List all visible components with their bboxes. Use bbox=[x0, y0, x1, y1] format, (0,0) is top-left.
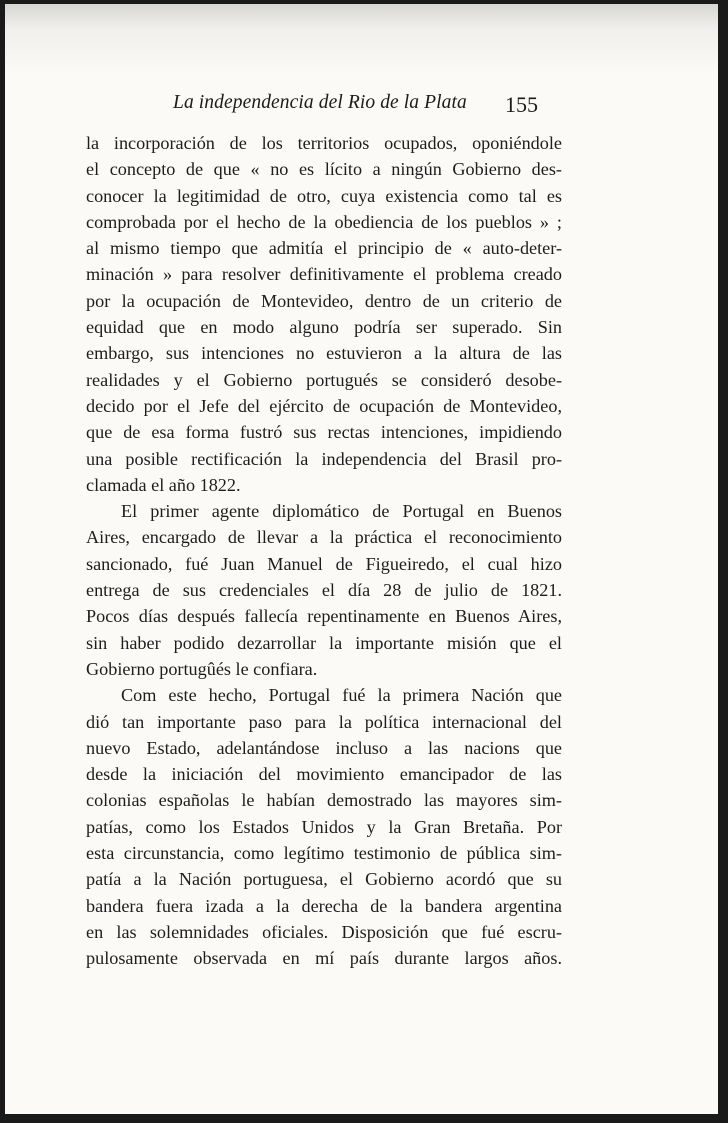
text-line: equidad que en modo alguno podría ser superado. Sin bbox=[86, 317, 562, 338]
text-line: una posible rectificación la independencia del Brasil pro- bbox=[86, 448, 562, 469]
text-line: colonias españolas le habían demostrado las mayores sim- bbox=[86, 790, 562, 811]
text-line: desde la iniciación del movimiento emancipador de las bbox=[86, 764, 562, 785]
text-line: decido por el Jefe del ejército de ocupación de Montevideo, bbox=[86, 395, 562, 416]
text-line: patía a la Nación portuguesa, el Gobierno acordó que su bbox=[86, 869, 562, 890]
text-line: dió tan importante paso para la política internacional del bbox=[86, 711, 562, 732]
text-line: clamada el año 1822. bbox=[86, 474, 241, 495]
text-line: entrega de sus credenciales el día 28 de julio de 1821. bbox=[86, 580, 562, 601]
text-line: en las solemnidades oficiales. Disposición que fué escru- bbox=[86, 921, 562, 942]
running-title: La independencia del Rio de la Plata bbox=[173, 92, 467, 113]
text-line: Aires, encargado de llevar a la práctica el reconocimiento bbox=[86, 527, 562, 548]
text-line: conocer la legitimidad de otro, cuya existencia como tal es bbox=[86, 185, 562, 206]
book-page bbox=[5, 4, 718, 1114]
text-line: esta circunstancia, como legítimo testimonio de pública sim- bbox=[86, 843, 562, 864]
paragraph-first-line: Com este hecho, Portugal fué la primera Nación que bbox=[121, 685, 562, 706]
text-line: la incorporación de los territorios ocupados, oponiéndole bbox=[86, 133, 562, 153]
text-line: patías, como los Estados Unidos y la Gran Bretaña. Por bbox=[86, 816, 562, 837]
text-line: que de esa forma fustró sus rectas intenciones, impidiendo bbox=[86, 422, 562, 443]
text-line: al mismo tiempo que admitía el principio de « auto-deter- bbox=[86, 238, 562, 259]
text-line: comprobada por el hecho de la obediencia de los pueblos » ; bbox=[86, 211, 562, 232]
text-line: pulosamente observada en mí país durante largos años. bbox=[86, 948, 562, 969]
text-line: Pocos días después fallecía repentinamente en Buenos Aires, bbox=[86, 606, 562, 627]
text-line: nuevo Estado, adelantándose incluso a las nacions que bbox=[86, 737, 562, 758]
page-number: 155 bbox=[505, 92, 538, 117]
text-line: Gobierno portugûés le confiara. bbox=[86, 658, 318, 679]
text-line: bandera fuera izada a la derecha de la bandera argentina bbox=[86, 895, 562, 916]
page-header bbox=[5, 88, 718, 122]
scan-smudge bbox=[5, 4, 718, 74]
text-line: por la ocupación de Montevideo, dentro de un criterio de bbox=[86, 290, 562, 311]
text-line: minación » para resolver definitivamente el problema creado bbox=[86, 264, 562, 285]
body-text bbox=[86, 130, 562, 972]
text-line: embargo, sus intenciones no estuvieron a la altura de las bbox=[86, 343, 562, 364]
text-line: el concepto de que « no es lícito a ningún Gobierno des- bbox=[86, 159, 562, 180]
paragraph-first-line: El primer agente diplomático de Portugal en Buenos bbox=[121, 501, 562, 522]
text-line: sin haber podido dezarrollar la importante misión que el bbox=[86, 632, 562, 653]
text-line: sancionado, fué Juan Manuel de Figueiredo, el cual hizo bbox=[86, 553, 562, 574]
text-line: realidades y el Gobierno portugués se consideró desobe- bbox=[86, 369, 562, 390]
